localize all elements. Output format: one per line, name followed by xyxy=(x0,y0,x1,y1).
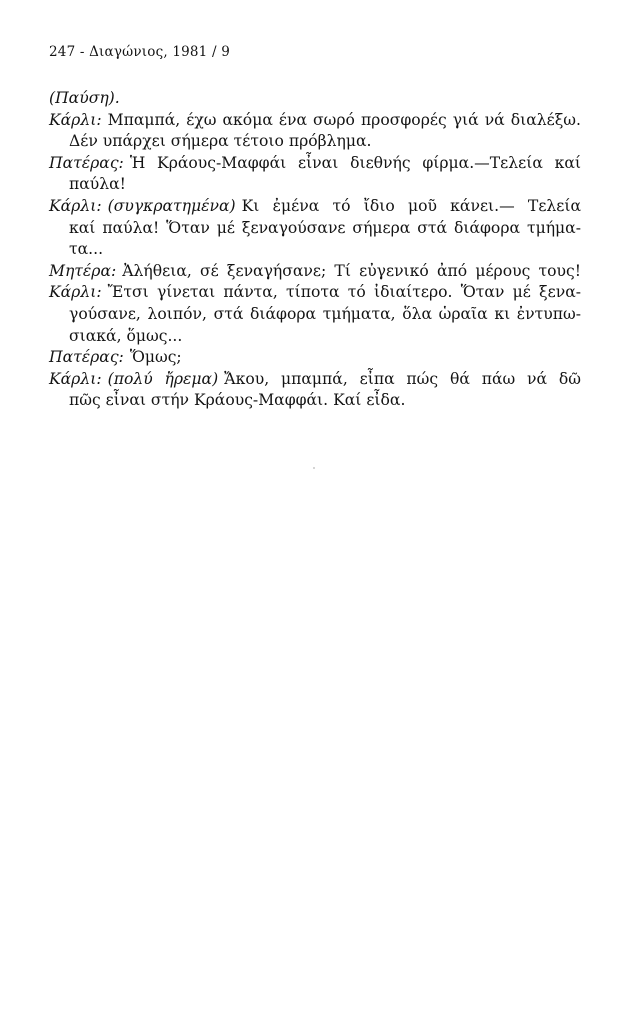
line-text: Κι ἐμένα τό ἴδιο μοῦ κάνει.— Τελεία xyxy=(241,196,581,215)
dialogue-line xyxy=(49,218,581,240)
line-text: Δέν υπάρχει σήμερα τέτοιο πρόβλημα. xyxy=(69,132,372,151)
dialogue-line xyxy=(49,153,581,175)
dialogue-line xyxy=(49,282,581,304)
line-text: (Παύση). xyxy=(49,89,120,107)
dialogue-line xyxy=(49,347,581,369)
speaker-label: Πατέρας: xyxy=(49,348,124,367)
dialogue-line xyxy=(49,196,581,218)
running-head: 247 - Διαγώνιος, 1981 / 9 xyxy=(49,44,230,60)
line-text: Ἔτσι γίνεται πάντα, τίποτα τό ἰδιαίτερο. Ὅταν μέ ξενα- xyxy=(107,283,581,302)
dialogue-text xyxy=(49,88,581,412)
paper-speck xyxy=(313,467,315,469)
speaker-label: Πατέρας: xyxy=(49,153,124,172)
dialogue-line xyxy=(49,326,581,348)
line-text: γούσανε, λοιπόν, στά διάφορα τμήματα, ὅλα ὡραῖα κι ἐντυπω- xyxy=(69,304,581,323)
stage-direction: (συγκρατημένα) xyxy=(107,196,236,215)
dialogue-line xyxy=(49,261,581,283)
speaker-label: Κάρλι: xyxy=(49,369,102,388)
dialogue-line xyxy=(49,239,581,261)
dialogue-line xyxy=(49,174,581,196)
dialogue-line xyxy=(49,131,581,153)
dialogue-line xyxy=(49,369,581,391)
dialogue-line xyxy=(49,304,581,326)
speaker-label: Κάρλι: xyxy=(49,110,102,129)
speaker-label: Κάρλι: xyxy=(49,283,102,302)
dialogue-line xyxy=(49,390,581,412)
line-text: καί παύλα! Ὅταν μέ ξεναγούσανε σήμερα στά διάφορα τμήμα- xyxy=(69,218,581,237)
dialogue-line xyxy=(49,110,581,132)
line-text: σιακά, ὅμως... xyxy=(69,326,183,345)
speaker-label: Μητέρα: xyxy=(49,261,117,280)
line-text: τα... xyxy=(69,240,104,259)
line-text: Ἀλήθεια, σέ ξεναγήσανε; Τί εὐγενικό ἀπό μέρους τους! xyxy=(122,261,581,280)
stage-direction-line xyxy=(49,88,581,110)
line-text: πῶς εἶναι στήν Κράους-Μαφφάι. Καί εἶδα. xyxy=(69,391,406,410)
line-text: Μπαμπά, έχω ακόμα ένα σωρό προσφορές γιά νά διαλέξω. xyxy=(107,110,581,129)
stage-direction: (πολύ ἤρεμα) xyxy=(107,369,219,388)
line-text: Ἄκου, μπαμπά, εἶπα πώς θά πάω νά δῶ xyxy=(224,369,581,388)
line-text: Ἡ Κράους-Μαφφάι εἶναι διεθνής φίρμα.—Τελεία καί xyxy=(129,153,581,172)
line-text: παύλα! xyxy=(69,175,126,194)
speaker-label: Κάρλι: xyxy=(49,196,102,215)
line-text: Ὅμως; xyxy=(129,348,182,367)
